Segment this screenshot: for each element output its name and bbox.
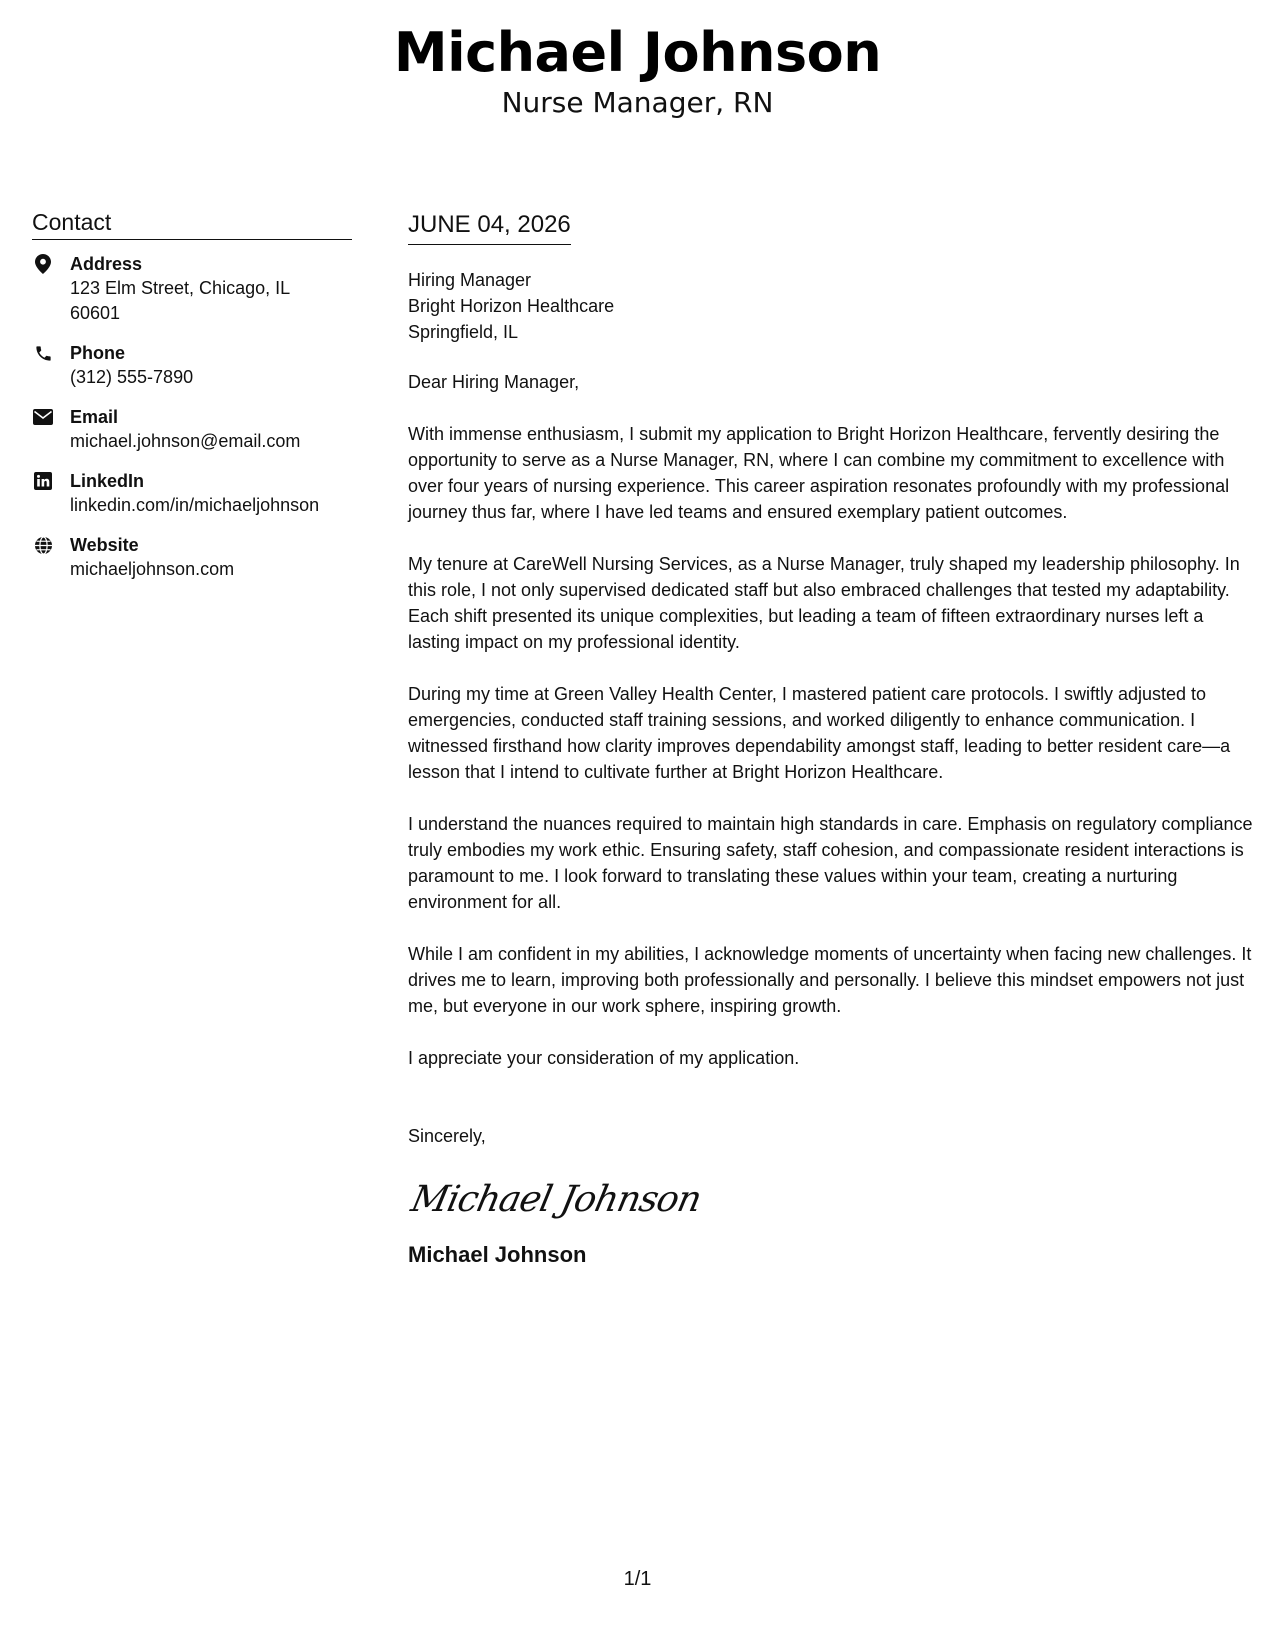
contact-item-linkedin <box>32 469 352 518</box>
contact-list <box>32 252 352 582</box>
body-paragraph: I understand the nuances required to maintain high standards in care. Emphasis on regulatory compliance truly embodies my work ethic. Ensuring safety, staff cohesion, and compassionate resident interactions is paramount to me. I look forward to translating these values within your team, creating a nurturing environment for all. <box>408 814 1253 912</box>
body-paragraph: During my time at Green Valley Health Center, I mastered patient care protocols. I swiftly adjusted to emergencies, conducted staff training sessions, and worked diligently to enhance communication. I witnessed firsthand how clarity improves dependability amongst staff, leading to better resident care—a lesson that I intend to cultivate further at Bright Horizon Healthcare. <box>408 684 1231 782</box>
phone-value: (312) 555-7890 <box>70 367 194 387</box>
linkedin-label: LinkedIn <box>70 471 145 491</box>
letter-body <box>408 210 1253 1269</box>
contact-item-address <box>32 252 352 326</box>
envelope-icon <box>32 406 54 428</box>
address-label: Address <box>70 254 143 274</box>
website-label: Website <box>70 535 139 555</box>
address-line-2: 60601 <box>70 303 121 323</box>
address-line-1: 123 Elm Street, Chicago, IL <box>70 278 291 298</box>
applicant-name: Michael Johnson <box>393 21 882 84</box>
contact-item-website <box>32 533 352 582</box>
email-label: Email <box>70 407 119 427</box>
recipient-location: Springfield, IL <box>408 322 519 342</box>
closing: Sincerely, <box>408 1126 486 1146</box>
recipient-title: Hiring Manager <box>408 270 532 290</box>
contact-sidebar <box>32 208 352 597</box>
linkedin-icon <box>32 470 54 492</box>
signer-name: Michael Johnson <box>408 1242 587 1267</box>
page-number: 1/1 <box>623 1568 652 1590</box>
linkedin-value: linkedin.com/in/michaeljohnson <box>70 495 320 515</box>
applicant-role: Nurse Manager, RN <box>501 86 774 119</box>
email-value: michael.johnson@email.com <box>70 431 301 451</box>
phone-label: Phone <box>70 343 126 363</box>
map-pin-icon <box>32 253 54 275</box>
letter-date: JUNE 04, 2026 <box>408 210 571 245</box>
recipient-block <box>408 267 1253 345</box>
recipient-company: Bright Horizon Healthcare <box>408 296 615 316</box>
handwritten-signature <box>408 1171 1253 1227</box>
svg-text:Michael Johnson: Michael Johnson <box>407 1177 705 1220</box>
contact-item-email <box>32 405 352 454</box>
body-paragraph: I appreciate your consideration of my application. <box>408 1048 800 1068</box>
body-paragraph: With immense enthusiasm, I submit my application to Bright Horizon Healthcare, fervently desiring the opportunity to serve as a Nurse Manager, RN, where I can combine my commitment to excellence with over four years of nursing experience. This career aspiration resonates profoundly with my professional journey thus far, where I have led teams and ensured exemplary patient outcomes. <box>408 424 1230 522</box>
contact-item-phone <box>32 341 352 390</box>
body-paragraph: While I am confident in my abilities, I acknowledge moments of uncertainty when facing new challenges. It drives me to learn, improving both professionally and personally. I believe this mindset empowers not just me, but everyone in our work sphere, inspiring growth. <box>408 944 1252 1016</box>
globe-icon <box>32 534 54 556</box>
website-value: michaeljohnson.com <box>70 559 235 579</box>
salutation: Dear Hiring Manager, <box>408 372 580 392</box>
phone-icon <box>32 342 54 364</box>
body-paragraph: My tenure at CareWell Nursing Services, as a Nurse Manager, truly shaped my leadership philosophy. In this role, I not only supervised dedicated staff but also embraced challenges that tested my adaptability. Each shift presented its unique complexities, but leading a team of fifteen extraordinary nurses left a lasting impact on my professional identity. <box>408 554 1240 652</box>
contact-heading: Contact <box>32 208 352 240</box>
letter-header <box>0 22 1275 120</box>
